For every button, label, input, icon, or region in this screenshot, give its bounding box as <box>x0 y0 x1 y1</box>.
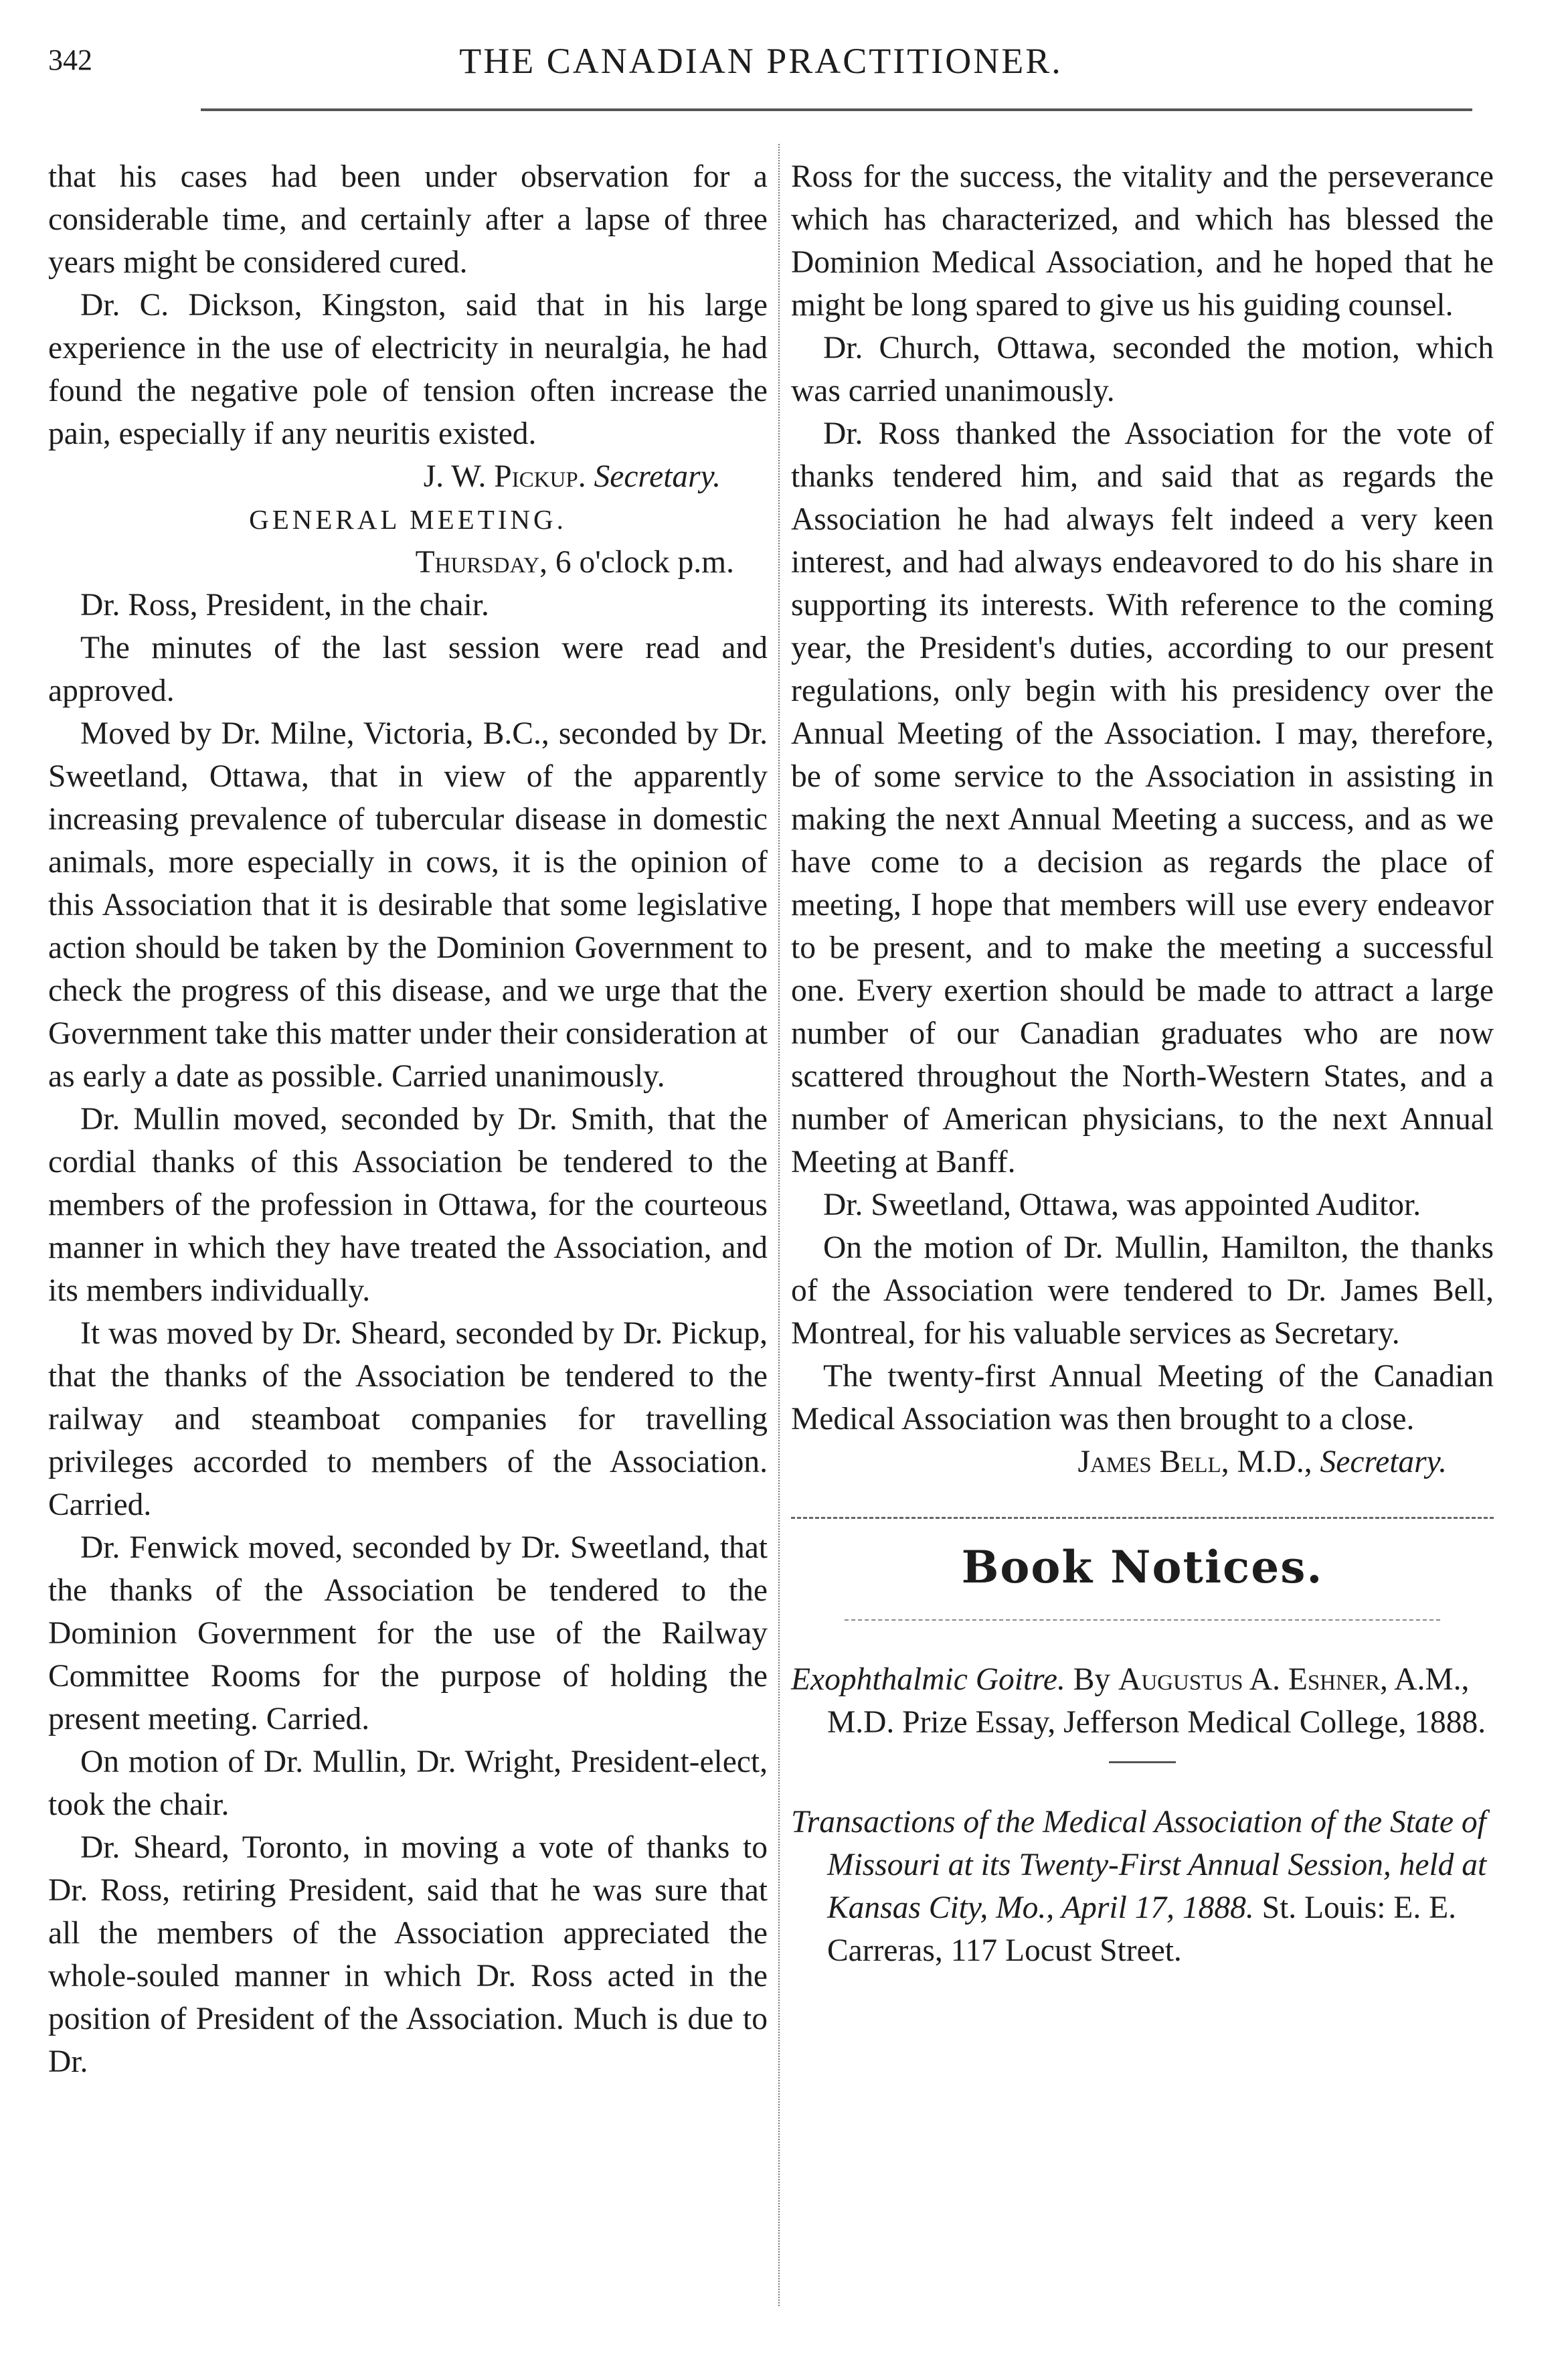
right-paragraph-2: Dr. Church, Ottawa, seconded the motion, which was carried unanimously. <box>791 331 1494 408</box>
left-paragraph-10: Dr. Sheard, Toronto, in moving a vote of thanks to Dr. Ross, retiring President, said that he was sure that all the members of the Association appreciated the whole-souled manner in which Dr. Ross acted in the position of President of the Association. Much is due to Dr. <box>48 1830 768 2079</box>
meeting-day: Thursday, <box>415 545 547 580</box>
entry-divider <box>1109 1761 1176 1763</box>
left-paragraph-9: On motion of Dr. Mullin, Dr. Wright, President-elect, took the chair. <box>48 1744 768 1822</box>
journal-title: THE CANADIAN PRACTITIONER. <box>459 41 1063 81</box>
section-divider <box>791 1517 1494 1519</box>
right-paragraph-5: On the motion of Dr. Mullin, Hamilton, the thanks of the Association were tendered to Dr. James Bell, Montreal, for his valuable services as Secretary. <box>791 1230 1494 1351</box>
left-paragraph-7: It was moved by Dr. Sheard, seconded by Dr. Pickup, that the thanks of the Association be tendered to the railway and steamboat companies for travelling privileges accorded to members of the Association. Carried. <box>48 1316 768 1522</box>
meeting-date <box>48 541 768 584</box>
left-paragraph-5: Moved by Dr. Milne, Victoria, B.C., seconded by Dr. Sweetland, Ottawa, that in view of the apparently increasing prevalence of tubercular disease in domestic animals, more especially in cows, it is the opinion of this Association that it is desirable that some legislative action should be taken by the Dominion Government to check the progress of this disease, and we urge that the Government take this matter under their consideration at as early a date as possible. Carried unanimously. <box>48 716 768 1094</box>
column-divider <box>778 144 780 2306</box>
right-paragraph-1: Ross for the success, the vitality and the perseverance which has characterized, and which has blessed the Dominion Medical Association, and he hoped that he might be long spared to give us his guiding counsel. <box>791 159 1494 323</box>
bell-signature <box>791 1441 1494 1483</box>
left-paragraph-4: The minutes of the last session were read and approved. <box>48 631 768 708</box>
heading-divider <box>845 1619 1440 1621</box>
pickup-signature <box>48 455 768 498</box>
book-details: A.M., M.D. Prize Essay, Jefferson Medical College, 1888. <box>827 1662 1486 1740</box>
left-paragraph-1: that his cases had been under observation for a considerable time, and certainly after a lapse of three years might be considered cured. <box>48 159 768 280</box>
left-paragraph-6: Dr. Mullin moved, seconded by Dr. Smith, that the cordial thanks of this Association be tendered to the members of the profession in Ottawa, for the courteous manner in which they have treated the Association, and its members individually. <box>48 1102 768 1308</box>
page-header <box>48 40 1474 87</box>
left-column <box>48 155 768 2083</box>
book-author: Augustus A. Eshner, <box>1118 1662 1388 1697</box>
book-by: By <box>1073 1662 1111 1697</box>
right-column <box>791 155 1494 1972</box>
page-number: 342 <box>48 44 92 76</box>
left-paragraph-2: Dr. C. Dickson, Kingston, said that in his large experience in the use of electricity in neuralgia, he had found the negative pole of tension often increase the pain, especially if any neuritis existed. <box>48 288 768 451</box>
signature-role: Secretary. <box>1320 1445 1447 1479</box>
book-title: Exophthalmic Goitre. <box>791 1662 1065 1697</box>
header-rule <box>201 108 1472 111</box>
left-paragraph-8: Dr. Fenwick moved, seconded by Dr. Sweetland, that the thanks of the Association be tendered to the Dominion Government for the use of the Railway Committee Rooms for the purpose of holding the present meeting. Carried. <box>48 1530 768 1736</box>
book-notices-heading: Book Notices. <box>961 1541 1324 1593</box>
book-details: St. Louis: E. E. Carreras, 117 Locust Street. <box>827 1890 1456 1968</box>
left-paragraph-3: Dr. Ross, President, in the chair. <box>80 588 489 623</box>
book-notice-entry <box>791 1658 1494 1744</box>
book-title: Transactions of the Medical Association of the State of Missouri at its Twenty-First Annual Session, held at Kansas City, Mo., April 17, 1888. <box>791 1805 1487 1925</box>
signature-name: J. W. Pickup. <box>423 459 586 494</box>
right-paragraph-4: Dr. Sweetland, Ottawa, was appointed Auditor. <box>823 1188 1421 1222</box>
right-paragraph-3: Dr. Ross thanked the Association for the vote of thanks tendered him, and said that as regards the Association he had always felt indeed a very keen interest, and had always endeavored to do his share in supporting its interests. With reference to the coming year, the President's duties, according to our present regulations, only begin with his presidency over the Annual Meeting of the Association. I may, therefore, be of some service to the Association in assisting in making the next Annual Meeting a success, and as we have come to a decision as regards the place of meeting, I hope that members will use every endeavor to be present, and to make the meeting a successful one. Every exertion should be made to attract a large number of our Canadian graduates who are now scattered throughout the North-Western States, and a number of American physicians, to the next Annual Meeting at Banff. <box>791 416 1494 1180</box>
right-paragraph-6: The twenty-first Annual Meeting of the Canadian Medical Association was then brought to a close. <box>791 1359 1494 1437</box>
general-meeting-heading: GENERAL MEETING. <box>249 504 567 535</box>
book-notice-entry <box>791 1801 1494 1972</box>
signature-name: James Bell, M.D., <box>1077 1445 1312 1479</box>
signature-role: Secretary. <box>594 459 721 494</box>
meeting-time: 6 o'clock p.m. <box>555 545 734 580</box>
